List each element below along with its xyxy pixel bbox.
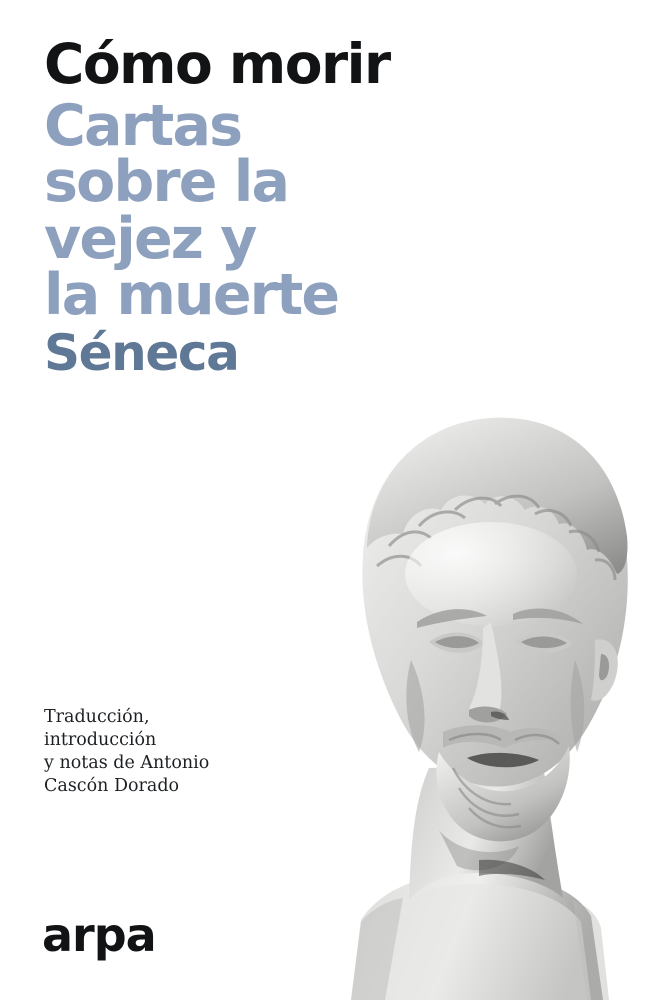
credits-line-1: Traducción, (44, 707, 150, 727)
title-block (44, 32, 464, 382)
credits-block (44, 706, 274, 798)
marble-bust-of-seneca-image (243, 360, 657, 1000)
subtitle-line-4: la muerte (44, 262, 339, 329)
subtitle-line-3: vejez y (44, 205, 256, 272)
credits-line-4: Cascón Dorado (44, 776, 180, 797)
publisher-logo: arpa (42, 908, 156, 962)
credits-line-3: y notas de Antonio (44, 753, 210, 774)
credits-line-2: introducción (44, 730, 157, 751)
author-name: Séneca (44, 323, 239, 382)
subtitle-line-2: sobre la (44, 149, 289, 216)
page-title: Cómo morir (44, 32, 390, 96)
subtitle (44, 92, 464, 329)
subtitle-line-1: Cartas (44, 92, 242, 159)
